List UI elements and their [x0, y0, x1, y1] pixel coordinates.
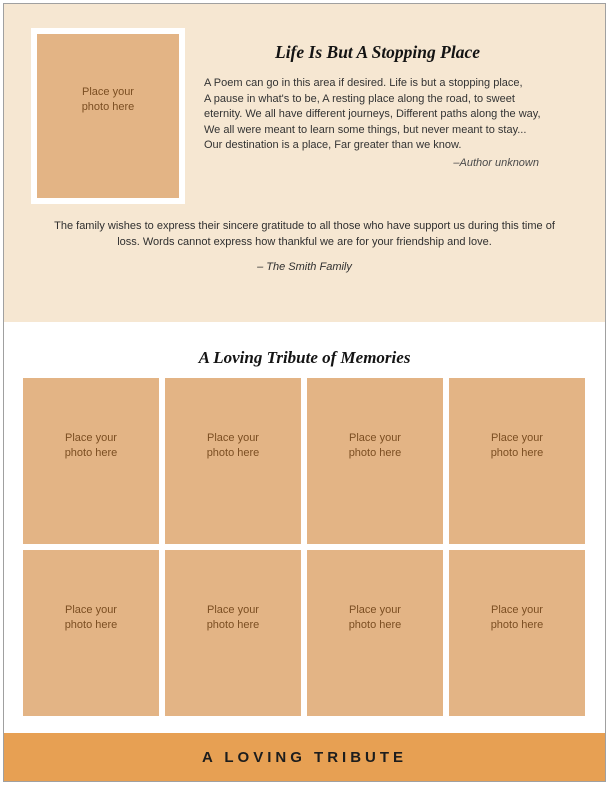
photo-placeholder-label: Place your photo here [81, 86, 135, 113]
gratitude-message [4, 219, 605, 250]
photo-placeholder-label: Place your photo here [490, 432, 544, 459]
tribute-title: A Loving Tribute of Memories [198, 348, 411, 367]
poem-attribution: –Author unknown [453, 156, 539, 169]
photo-placeholder-label: Place your photo here [206, 604, 260, 631]
photo-placeholder-label: Place your photo here [348, 604, 402, 631]
photo-placeholder-cell[interactable] [23, 550, 159, 716]
poem-line: Our destination is a place, Far greater than we know. [204, 139, 462, 151]
gratitude-line: The family wishes to express their sincere gratitude to all those who have support us during this time of [54, 220, 555, 232]
photo-placeholder-label: Place your photo here [348, 432, 402, 459]
photo-placeholder-cell[interactable] [307, 550, 443, 716]
footer-title: A LOVING TRIBUTE [201, 748, 408, 766]
photo-placeholder-cell[interactable] [165, 550, 301, 716]
gratitude-line: loss. Words cannot express how thankful we are for your friendship and love. [117, 235, 492, 248]
photo-grid [23, 378, 585, 716]
photo-placeholder-label: Place your photo here [64, 432, 118, 459]
poem-title: Life Is But A Stopping Place [275, 42, 480, 62]
poem-column [204, 42, 551, 169]
photo-placeholder-large-area[interactable] [37, 34, 179, 198]
photo-placeholder-cell[interactable] [449, 550, 585, 716]
photo-placeholder-label: Place your photo here [490, 604, 544, 631]
photo-placeholder-label: Place your photo here [206, 432, 260, 459]
photo-placeholder-cell[interactable] [449, 378, 585, 544]
photo-placeholder-cell[interactable] [165, 378, 301, 544]
program-page [3, 3, 606, 782]
tribute-section [4, 322, 605, 733]
family-signature: – The Smith Family [257, 261, 352, 273]
photo-placeholder-label: Place your photo here [64, 604, 118, 631]
photo-placeholder-large[interactable] [31, 28, 185, 204]
poem-line: We all were meant to learn some things, but never meant to stay... [204, 123, 527, 136]
poem-line: A Poem can go in this area if desired. Life is but a stopping place, [204, 77, 523, 89]
poem-line: eternity. We all have different journeys, Different paths along the way, [204, 108, 541, 120]
poem-line: A pause in what's to be, A resting place along the road, to sweet [204, 92, 515, 105]
photo-placeholder-cell[interactable] [307, 378, 443, 544]
footer-bar [4, 733, 605, 781]
top-section [4, 4, 605, 322]
photo-placeholder-cell[interactable] [23, 378, 159, 544]
